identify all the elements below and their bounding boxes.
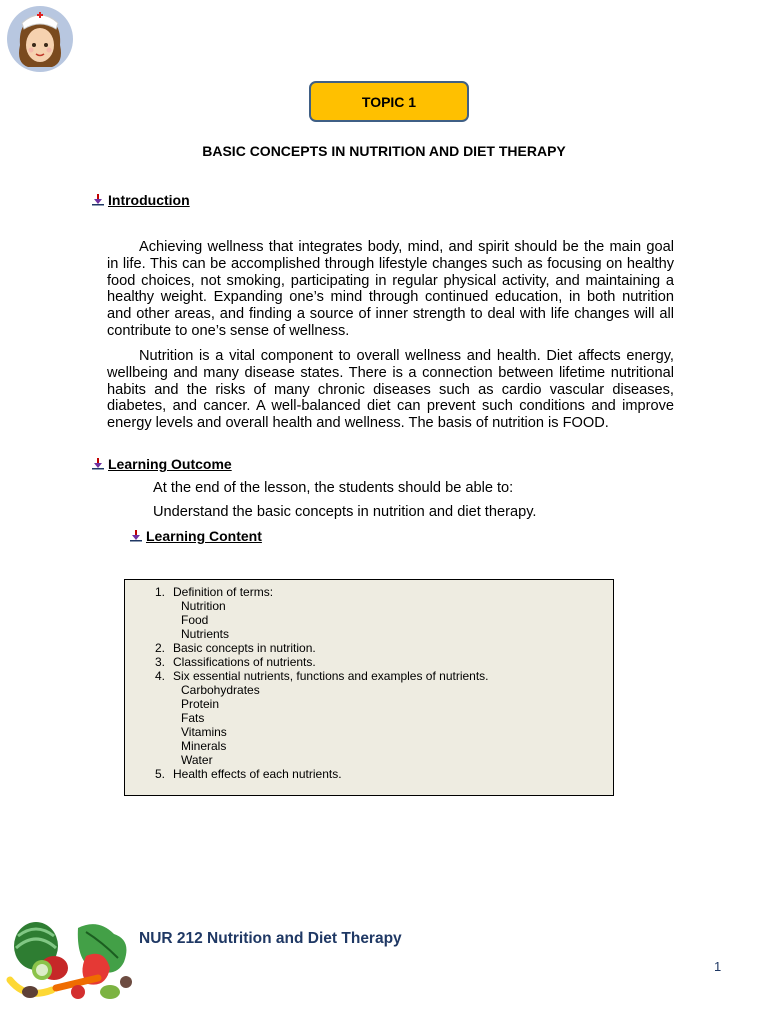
sub-item: Minerals xyxy=(181,739,227,753)
list-item xyxy=(125,585,613,599)
list-number: 2. xyxy=(154,641,165,655)
list-number: 1. xyxy=(154,585,165,599)
list-item-text: Basic concepts in nutrition. xyxy=(173,641,316,655)
sub-item: Protein xyxy=(181,697,220,711)
introduction-paragraph-1: Achieving wellness that integrates body, mind, and spirit should be the main goal in life. This can be accomplished through lifestyle changes such as focusing on healthy food choices, not smoking, participating in regular physical activity, and maintaining a healthy weight. Expanding one’s mind through continued education, in both nutrition and other areas, and finding a source of inner strength to deal with life changes will all contribute to one’s sense of wellness. xyxy=(107,239,674,339)
learning-outcome-heading xyxy=(92,456,232,472)
vegetables-illustration-icon xyxy=(6,918,138,1004)
sub-item: Carbohydrates xyxy=(181,683,260,697)
introduction-heading-text: Introduction xyxy=(108,192,190,208)
learning-outcome-heading-text: Learning Outcome xyxy=(108,456,232,472)
introduction-paragraph-2: Nutrition is a vital component to overall wellness and health. Diet affects energy, wellbeing and many disease states. There is a connection between lifetime nutritional habits and the risks of many chronic diseases such as cardio vascular diseases, diabetes, and cancer. A well-balanced diet can prevent such conditions and improve energy levels and overall health and wellness. The basis of nutrition is FOOD. xyxy=(107,348,674,432)
learning-content-heading xyxy=(130,528,262,544)
outcome-line-2: Understand the basic concepts in nutrition and diet therapy. xyxy=(153,504,537,520)
bullet-arrow-icon xyxy=(92,458,104,470)
sub-item: Water xyxy=(181,753,213,767)
list-number: 4. xyxy=(154,669,165,683)
list-item-text: Definition of terms: xyxy=(173,585,274,599)
page-number: 1 xyxy=(714,959,722,974)
nurse-avatar-icon xyxy=(6,5,74,73)
outcome-line-1: At the end of the lesson, the students should be able to: xyxy=(153,480,514,496)
list-item xyxy=(125,641,613,655)
bullet-arrow-icon xyxy=(130,530,142,542)
list-item xyxy=(125,669,613,683)
bullet-arrow-icon xyxy=(92,194,104,206)
sub-item: Nutrition xyxy=(181,599,226,613)
list-item-text: Six essential nutrients, functions and examples of nutrients. xyxy=(173,669,489,683)
sub-item: Nutrients xyxy=(181,627,230,641)
list-number: 3. xyxy=(154,655,165,669)
footer-course-title: NUR 212 Nutrition and Diet Therapy xyxy=(139,930,402,947)
introduction-heading xyxy=(92,192,190,208)
topic-label: TOPIC 1 xyxy=(361,93,417,110)
learning-content-heading-text: Learning Content xyxy=(146,528,262,544)
list-number: 5. xyxy=(154,767,165,781)
document-title: BASIC CONCEPTS IN NUTRITION AND DIET THERAPY xyxy=(202,143,566,159)
list-item-text: Classifications of nutrients. xyxy=(173,655,316,669)
list-item-text: Health effects of each nutrients. xyxy=(173,767,342,781)
sub-item: Vitamins xyxy=(181,725,227,739)
topic-badge xyxy=(309,81,469,122)
sub-item: Fats xyxy=(181,711,205,725)
learning-content-box xyxy=(124,579,614,796)
list-item xyxy=(125,767,613,781)
sub-item: Food xyxy=(181,613,209,627)
list-item xyxy=(125,655,613,669)
